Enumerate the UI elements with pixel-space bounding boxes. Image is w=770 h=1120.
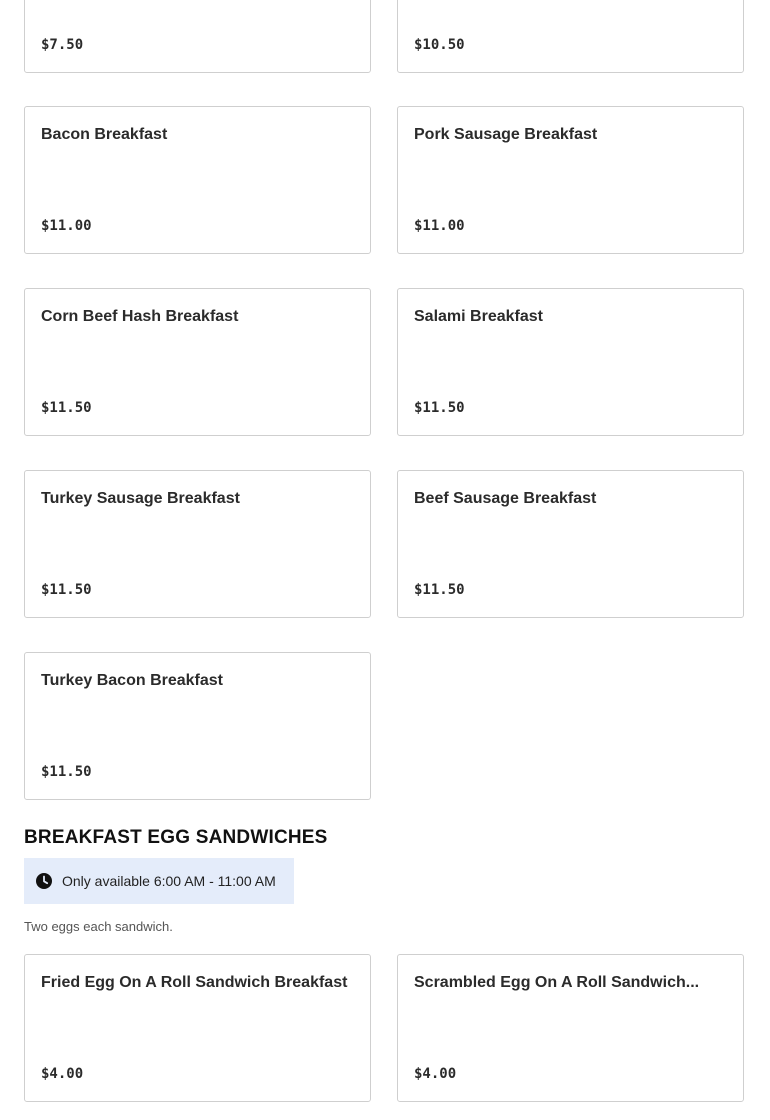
menu-item-name: Corn Beef Hash Breakfast [41, 308, 239, 325]
menu-item-card[interactable] [24, 106, 371, 254]
menu-item-card[interactable] [397, 0, 744, 73]
menu-item-name: Pork Sausage Breakfast [414, 126, 598, 143]
menu-item-name: Scrambled Egg On A Roll Sandwich... [414, 974, 700, 991]
menu-item-price: $11.50 [41, 764, 92, 780]
menu-item-price: $11.50 [41, 582, 92, 598]
menu-item-card[interactable] [397, 470, 744, 618]
menu-item-price: $11.00 [414, 218, 465, 234]
menu-item-name: Salami Breakfast [414, 308, 543, 325]
clock-icon [35, 872, 53, 890]
menu-item-card[interactable] [397, 106, 744, 254]
menu-item-price: $11.50 [41, 400, 92, 416]
menu-item-name: Bacon Breakfast [41, 126, 168, 143]
menu-item-price: $11.00 [41, 218, 92, 234]
availability-text: Only available 6:00 AM - 11:00 AM [62, 873, 276, 889]
menu-item-price: $10.50 [414, 37, 465, 53]
section-description: Two eggs each sandwich. [24, 919, 173, 934]
menu-item-price: $4.00 [414, 1066, 457, 1082]
menu-item-card[interactable] [397, 954, 744, 1102]
menu-item-name: Turkey Bacon Breakfast [41, 672, 223, 689]
menu-item-card[interactable] [397, 288, 744, 436]
menu-item-card[interactable] [24, 954, 371, 1102]
menu-item-price: $11.50 [414, 400, 465, 416]
menu-item-name: Beef Sausage Breakfast [414, 490, 597, 507]
menu-item-card[interactable] [24, 652, 371, 800]
menu-item-card[interactable] [24, 470, 371, 618]
menu-item-price: $11.50 [414, 582, 465, 598]
menu-item-card[interactable] [24, 288, 371, 436]
menu-item-name: Turkey Sausage Breakfast [41, 490, 240, 507]
menu-item-price: $7.50 [41, 37, 84, 53]
menu-item-card[interactable] [24, 0, 371, 73]
menu-item-price: $4.00 [41, 1066, 84, 1082]
availability-banner [24, 858, 294, 904]
section-title: BREAKFAST EGG SANDWICHES [24, 827, 328, 848]
menu-item-name: Fried Egg On A Roll Sandwich Breakfast [41, 974, 348, 991]
